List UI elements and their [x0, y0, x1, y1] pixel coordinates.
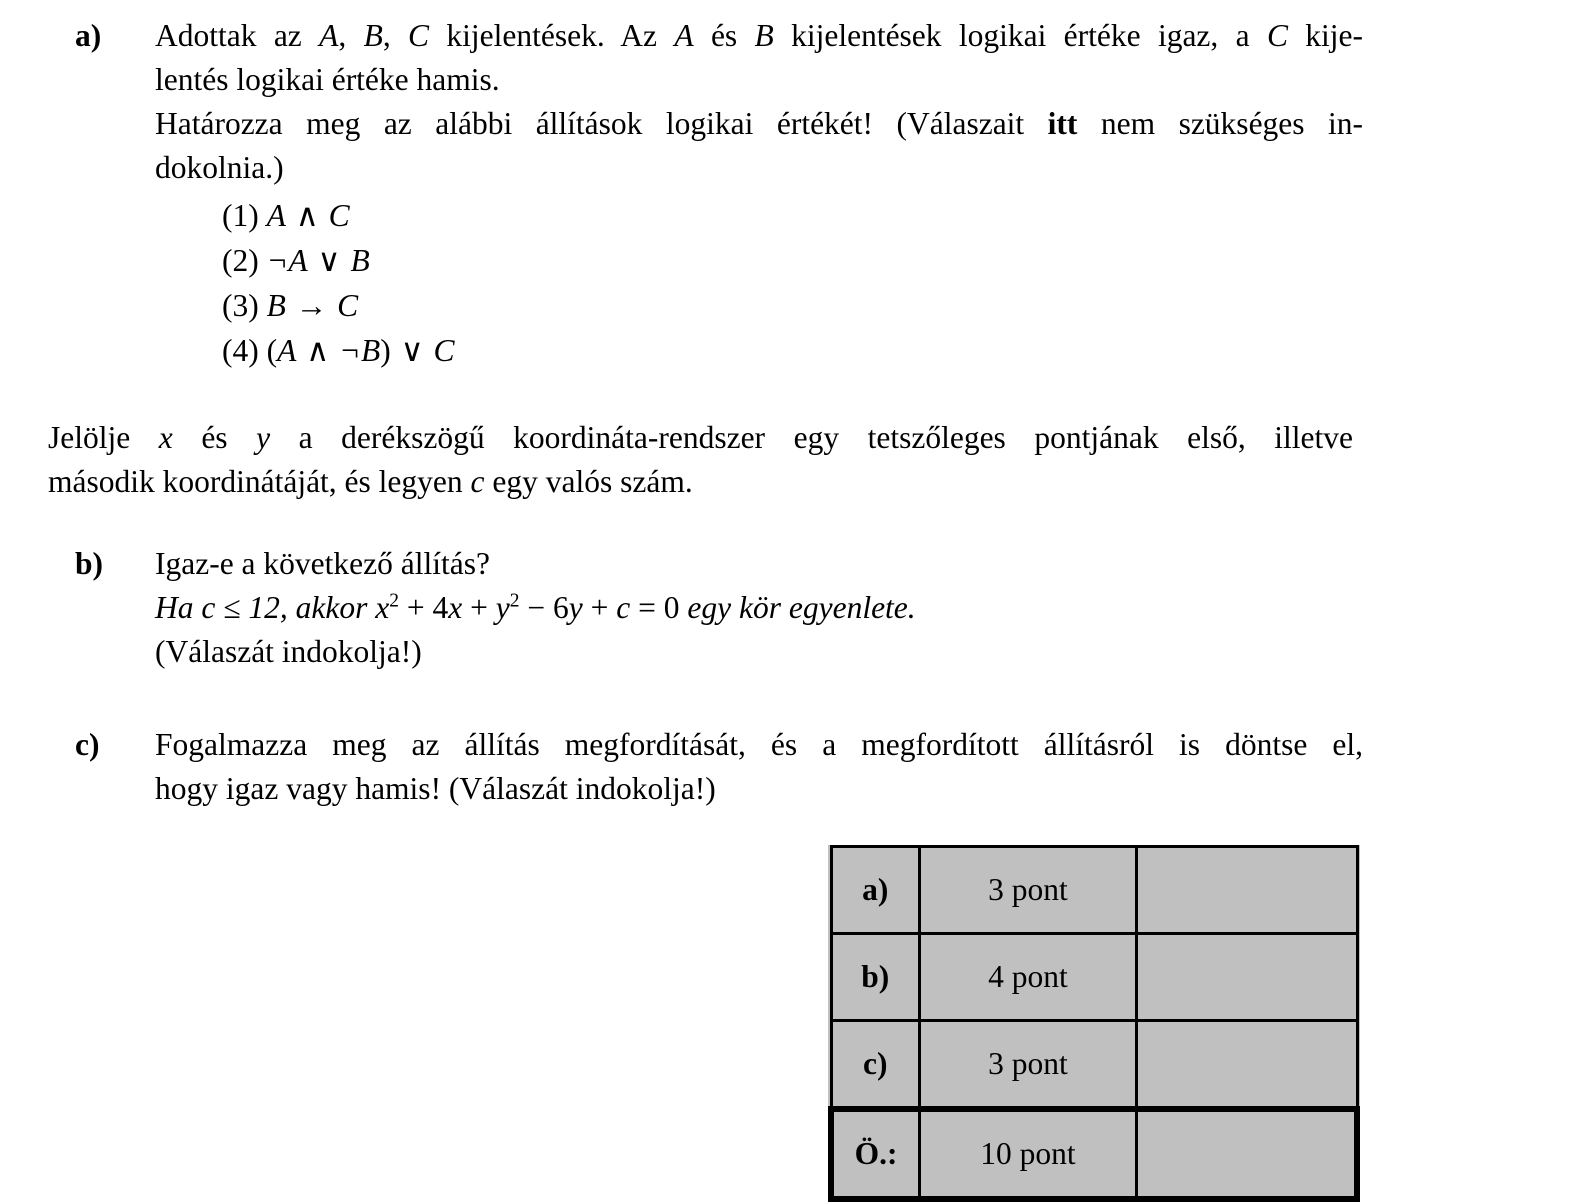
item-b-line-1: Igaz-e a következő állítás? [155, 546, 490, 581]
text-fragment: és [693, 18, 755, 53]
text-fragment: és [172, 420, 257, 455]
formula-operator: ∧ [295, 198, 319, 233]
inequality-fragment: ≤ 12, [215, 590, 296, 625]
var-b-2: B [754, 18, 774, 53]
formula-var-2: C [337, 288, 359, 323]
item-b-line-3: (Válaszát indokolja!) [155, 634, 422, 669]
negation-icon: ¬ [268, 243, 287, 278]
item-a-line-1 [155, 14, 1363, 58]
item-a-line-2: lentés logikai értéke hamis. [155, 62, 500, 97]
var-x: x [158, 420, 173, 455]
formula-row-3 [222, 283, 455, 328]
score-row-label: c) [831, 1021, 920, 1110]
eq-var-y: y [495, 590, 510, 625]
disjunction-icon: ∨ [400, 333, 424, 368]
eq-var-x-2: x [448, 590, 463, 625]
score-row-points: 4 pont [920, 934, 1137, 1021]
var-a-2: A [674, 18, 694, 53]
text-fragment: akkor [295, 590, 368, 625]
score-row-label: a) [831, 847, 920, 934]
eq-term: − 6 [519, 590, 569, 625]
text-fragment: Határozza meg az alábbi állítások logikai értékét! (Válaszait [155, 106, 1048, 141]
formula-number: (1) [222, 198, 259, 233]
paragraph-line-1 [48, 416, 1353, 460]
score-row-entry-field[interactable] [1137, 934, 1358, 1021]
text-fragment: egy kör egyenlete. [679, 590, 916, 625]
item-body-c [155, 723, 1365, 811]
item-b-statement [155, 586, 1365, 630]
implication-icon: → [295, 288, 328, 323]
eq-exponent: 2 [389, 590, 400, 612]
formula-operator: ∨ [317, 243, 341, 278]
text-fragment: , [382, 18, 409, 53]
formula-var-1: A [277, 333, 297, 368]
eq-var-y-2: y [568, 590, 583, 625]
problem-item-c [75, 723, 1365, 811]
item-a-line-3 [155, 102, 1363, 146]
eq-exponent: 2 [509, 590, 520, 612]
var-c: C [408, 18, 430, 53]
formula-var-3: C [433, 333, 455, 368]
eq-term: + 4 [399, 590, 449, 625]
score-total-entry-field[interactable] [1137, 1109, 1358, 1199]
emphasis-itt: itt [1047, 106, 1078, 141]
item-a-line-4: dokolnia.) [155, 150, 284, 185]
formula-var-1: A [266, 198, 286, 233]
table-row [831, 934, 1357, 1021]
formula-number: (2) [222, 243, 259, 278]
formula-number: (3) [222, 288, 259, 323]
text-fragment: kijelentések logikai értéke igaz, a [773, 18, 1267, 53]
table-row [831, 1021, 1357, 1110]
score-table [828, 845, 1360, 1202]
text-fragment: Ha [155, 590, 202, 625]
formula-var-1: A [288, 243, 308, 278]
eq-var-c: c [616, 590, 631, 625]
table-row-total [831, 1109, 1357, 1199]
eq-equals-zero: = 0 [630, 590, 680, 625]
eq-var-x: x [375, 590, 390, 625]
coordinate-paragraph [48, 416, 1353, 504]
formula-var-2: C [328, 198, 350, 233]
formula-var-2: B [350, 243, 370, 278]
formula-var-1: B [266, 288, 286, 323]
table-row [831, 847, 1357, 934]
item-body-b [155, 542, 1365, 674]
eq-operator: + [582, 590, 617, 625]
formula-operator: ∧ [306, 333, 330, 368]
item-label-c: c) [75, 727, 100, 762]
text-fragment: kijelentések. Az [429, 18, 675, 53]
text-fragment: kije- [1287, 18, 1364, 53]
formula-var-2: B [360, 333, 381, 368]
text-fragment: , [338, 18, 364, 53]
score-row-label: b) [831, 934, 920, 1021]
negation-icon: ¬ [341, 333, 359, 368]
var-c-para: c [470, 464, 485, 499]
var-c-condition: c [201, 590, 216, 625]
text-fragment: a derékszögű koordináta-rendszer egy tetszőleges pontjának első, illetve [270, 420, 1353, 455]
item-c-line-1: Fogalmazza meg az állítás megfordítását, és a megfordított állításról is döntse el, [155, 727, 1363, 762]
text-fragment: második koordinátáját, és legyen [48, 464, 471, 499]
item-body-a [155, 14, 1365, 190]
score-row-points: 3 pont [920, 1021, 1137, 1110]
var-c-2: C [1266, 18, 1288, 53]
problem-item-a [75, 14, 1365, 190]
eq-operator: + [462, 590, 496, 625]
text-fragment: Jelölje [48, 420, 159, 455]
formula-row-1 [222, 193, 455, 238]
logic-formula-list [222, 193, 455, 373]
formula-row-4: (4) (A ∧ ¬B) ∨ C [222, 333, 455, 368]
paragraph-line-2 [48, 460, 1353, 504]
var-y: y [256, 420, 271, 455]
item-label-a: a) [75, 18, 102, 53]
score-total-points: 10 pont [920, 1109, 1137, 1199]
score-row-entry-field[interactable] [1137, 847, 1358, 934]
var-a: A [319, 18, 339, 53]
score-total-label: Ö.: [831, 1109, 920, 1199]
formula-row-2 [222, 238, 455, 283]
text-fragment: nem szükséges in- [1077, 106, 1363, 141]
formula-number: (4) [222, 333, 259, 368]
problem-item-b [75, 542, 1365, 674]
text-fragment: egy valós szám. [484, 464, 693, 499]
text-fragment: Adottak az [155, 18, 320, 53]
item-c-line-2: hogy igaz vagy hamis! (Válaszát indokolja!) [155, 771, 716, 806]
var-b: B [363, 18, 383, 53]
item-label-b: b) [75, 546, 104, 581]
score-row-entry-field[interactable] [1137, 1021, 1358, 1110]
circle-equation [375, 590, 679, 625]
score-row-points: 3 pont [920, 847, 1137, 934]
